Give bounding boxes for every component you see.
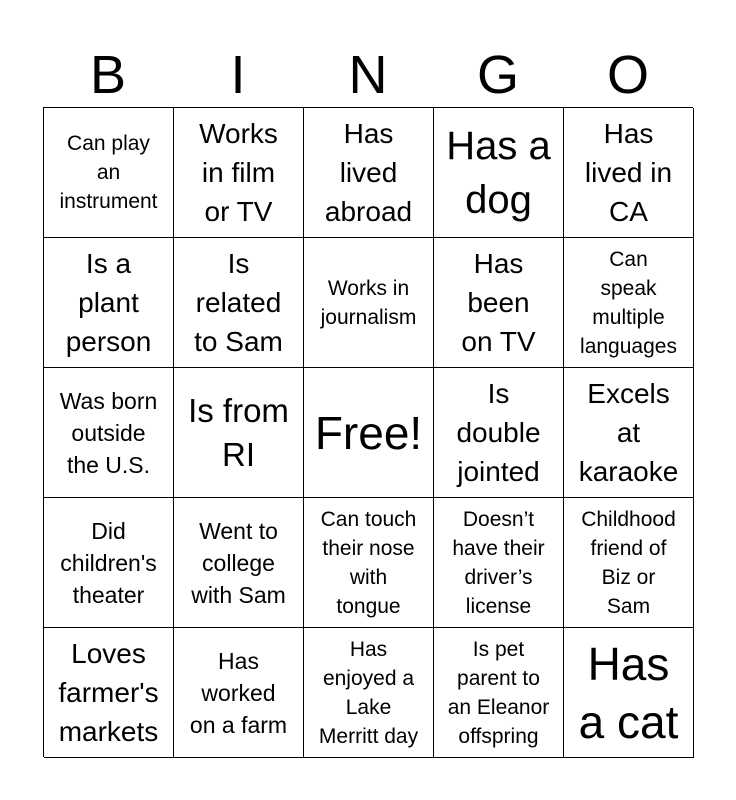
bingo-cell[interactable] — [44, 628, 174, 758]
cell-text: Has been on TV — [461, 248, 536, 357]
bingo-cell[interactable] — [564, 108, 694, 238]
bingo-header — [43, 44, 693, 106]
cell-text: Went to college with Sam — [191, 517, 286, 608]
free-space[interactable] — [304, 368, 434, 498]
cell-text: Doesn’t have their driver’s license — [452, 507, 545, 618]
bingo-cell[interactable] — [564, 238, 694, 368]
cell-text: Can speak multiple languages — [580, 247, 677, 358]
bingo-cell[interactable] — [564, 628, 694, 758]
bingo-cell[interactable] — [564, 498, 694, 628]
cell-text: Has lived abroad — [324, 118, 413, 227]
cell-text: Childhood friend of Biz or Sam — [581, 507, 676, 618]
cell-text: Loves farmer's markets — [58, 638, 159, 747]
header-letter-i: I — [230, 45, 246, 105]
cell-text: Has lived in CA — [584, 118, 673, 227]
cell-text: Is double jointed — [456, 378, 541, 487]
cell-text: Has enjoyed a Lake Merritt day — [318, 637, 419, 748]
bingo-cell[interactable] — [434, 238, 564, 368]
header-letter-g: G — [476, 45, 519, 105]
bingo-cell[interactable] — [304, 628, 434, 758]
cell-text: Can touch their nose with tongue — [320, 507, 417, 618]
cell-text: Has a cat — [578, 637, 679, 748]
cell-text: Is from RI — [188, 391, 289, 473]
cell-text: Is related to Sam — [194, 248, 283, 357]
header-letter-o: O — [606, 45, 649, 105]
bingo-cell[interactable] — [174, 368, 304, 498]
cell-text: Works in journalism — [320, 276, 417, 329]
bingo-cell[interactable] — [304, 498, 434, 628]
cell-text: Has a dog — [446, 123, 551, 222]
bingo-card — [43, 107, 693, 757]
bingo-cell[interactable] — [44, 238, 174, 368]
bingo-cell[interactable] — [434, 108, 564, 238]
bingo-cell[interactable] — [44, 368, 174, 498]
bingo-cell[interactable] — [174, 238, 304, 368]
cell-text: Works in film or TV — [199, 118, 278, 227]
cell-text: Was born outside the U.S. — [59, 387, 158, 478]
cell-text: Can play an instrument — [59, 132, 158, 213]
bingo-cell[interactable] — [564, 368, 694, 498]
bingo-cell[interactable] — [174, 108, 304, 238]
bingo-cell[interactable] — [44, 108, 174, 238]
cell-text: Is a plant person — [65, 248, 152, 357]
bingo-cell[interactable] — [174, 628, 304, 758]
header-letter-n: N — [348, 45, 388, 105]
cell-text: Did children's theater — [60, 517, 157, 608]
bingo-cell[interactable] — [434, 368, 564, 498]
cell-text: Is pet parent to an Eleanor offspring — [447, 637, 550, 748]
bingo-cell[interactable] — [44, 498, 174, 628]
bingo-cell[interactable] — [304, 238, 434, 368]
bingo-cell[interactable] — [434, 498, 564, 628]
cell-text: Excels at karaoke — [578, 378, 679, 487]
header-letter-b: B — [89, 45, 127, 105]
cell-text: Has worked on a farm — [189, 647, 288, 738]
cell-text: Free! — [314, 406, 423, 459]
bingo-cell[interactable] — [304, 108, 434, 238]
bingo-cell[interactable] — [174, 498, 304, 628]
bingo-cell[interactable] — [434, 628, 564, 758]
